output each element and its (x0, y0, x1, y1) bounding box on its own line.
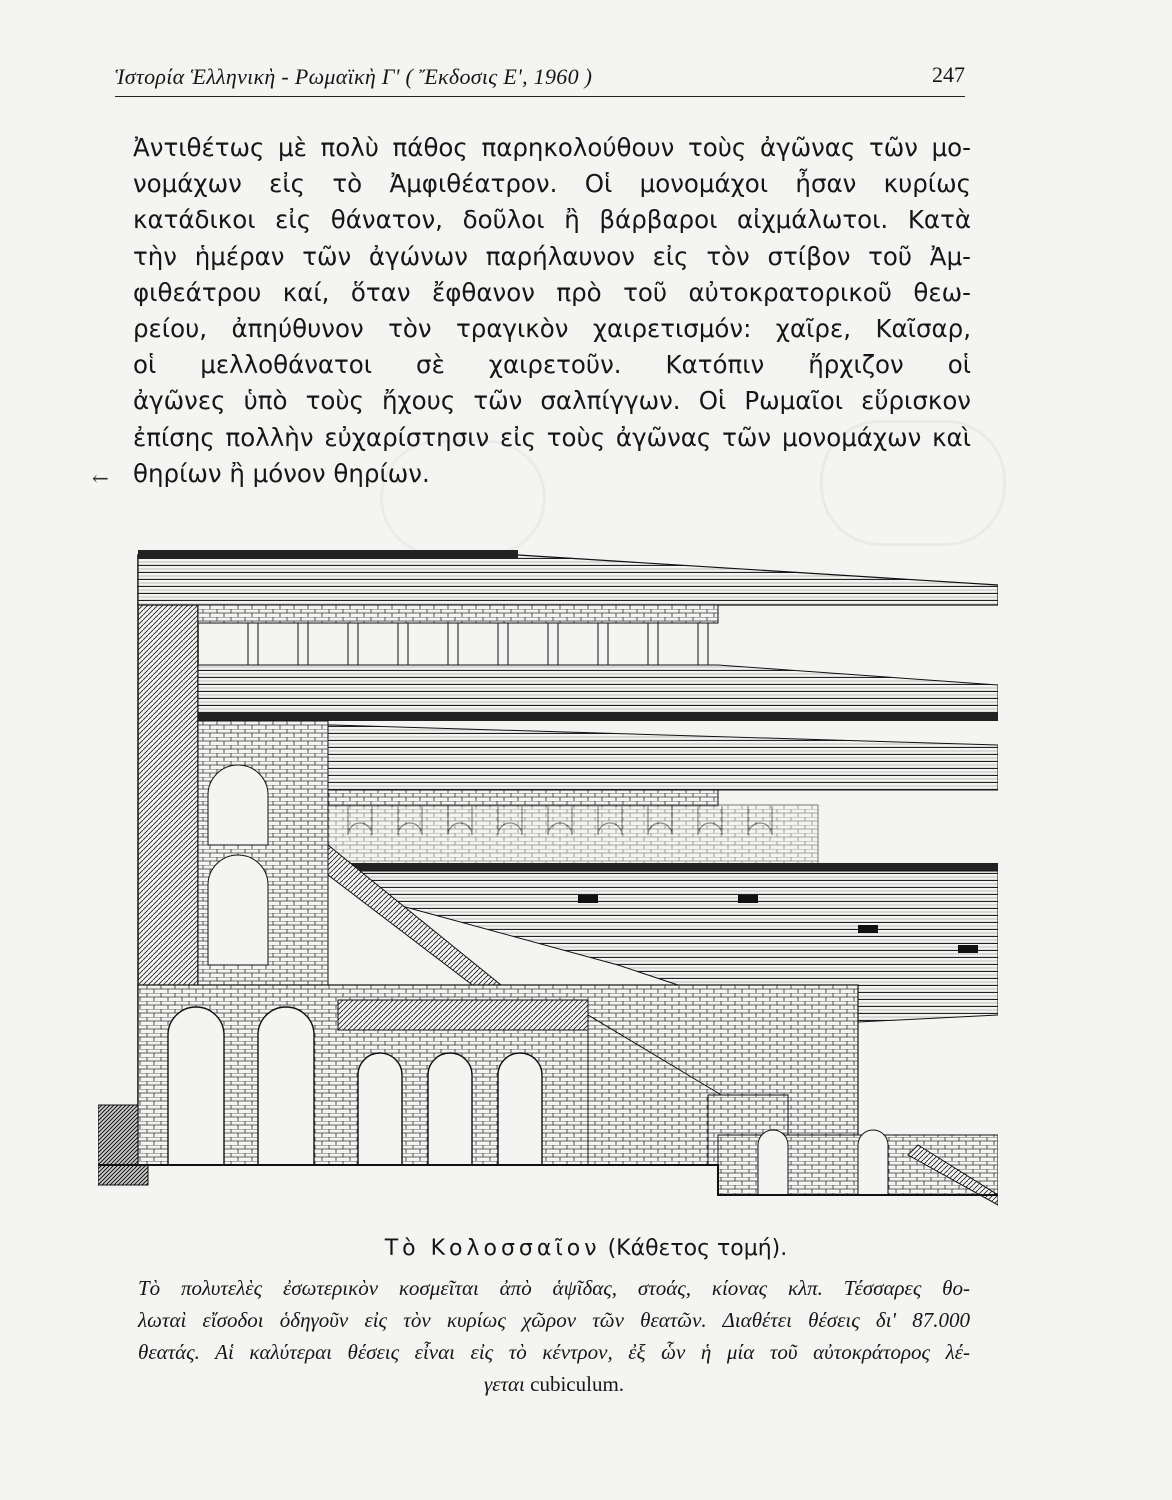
paragraph-line: θηρίων ἢ μόνον θηρίων. (133, 458, 430, 488)
paragraph-line: κατάδικοι εἰς θάνατον, δοῦλοι ἢ βάρβαροι αἰχμάλωτοι. Κατὰ (133, 205, 971, 235)
paragraph-line: ἐπίσης πολλὴν εὐχαρίστησιν εἰς τοὺς ἀγῶνας τῶν μονομάχων καὶ (133, 422, 971, 452)
paragraph-line: φιθεάτρου καί, ὅταν ἔφθανον πρὸ τοῦ αὐτοκρατορικοῦ θεω- (133, 277, 971, 307)
margin-arrow-mark: ← (92, 466, 109, 490)
figure-caption-title (0, 1236, 1172, 1261)
caption-last-line (138, 1368, 970, 1400)
caption-line: Τὸ πολυτελὲς ἐσωτερικὸν κοσμεῖται ἀπὸ ἁψῖδας, στοάς, κίονας κλπ. Τέσσαρες θο- (138, 1276, 970, 1300)
caption-title-name: Τὸ Κολοσσαῖον (384, 1236, 601, 1261)
paragraph-line: νομάχων εἰς τὸ Ἀμφιθέατρον. Οἱ μονομάχοι ἦσαν κυρίως (133, 169, 971, 199)
running-title: Ἱστορία Ἑλληνικὴ - Ρωμαϊκὴ Γ' ( Ἔκδοσις Ε', 1960 ) (115, 64, 593, 89)
page-number: 247 (932, 62, 965, 87)
main-paragraph (133, 130, 971, 492)
caption-last-prefix: γεται (483, 1372, 525, 1396)
paragraph-line: οἱ μελλοθάνατοι σὲ χαιρετοῦν. Κατόπιν ἤρχιζον οἱ (133, 350, 971, 380)
paragraph-line: ἀγῶνες ὑπὸ τοὺς ἤχους τῶν σαλπίγγων. Οἱ Ρωμαῖοι εὕρισκον (133, 386, 971, 416)
caption-line: θεατάς. Αἱ καλύτεραι θέσεις εἶναι εἰς τὸ κέντρον, ἐξ ὧν ἡ μία τοῦ αὐτοκράτορος λέ- (138, 1340, 970, 1364)
colosseum-section-engraving (98, 545, 998, 1225)
caption-line: λωταὶ εἴσοδοι ὁδηγοῦν εἰς τὸν κυρίως χῶρον τῶν θεατῶν. Διαθέτει θέσεις δι' 87.000 (138, 1308, 970, 1332)
running-header (115, 62, 965, 97)
figure-caption-text (138, 1272, 970, 1400)
caption-latin-term: cubiculum. (530, 1372, 625, 1396)
paragraph-line: Ἀντιθέτως μὲ πολὺ πάθος παρηκολούθουν τοὺς ἀγῶνας τῶν μο- (133, 133, 971, 162)
paragraph-line: τὴν ἡμέραν τῶν ἀγώνων παρήλαυνον εἰς τὸν στίβον τοῦ Ἀμ- (133, 241, 971, 271)
paragraph-line: ρείου, ἀπηύθυνον τὸν τραγικὸν χαιρετισμόν: χαῖρε, Καῖσαρ, (133, 314, 971, 344)
caption-title-subtitle: (Κάθετος τομή). (607, 1236, 788, 1261)
